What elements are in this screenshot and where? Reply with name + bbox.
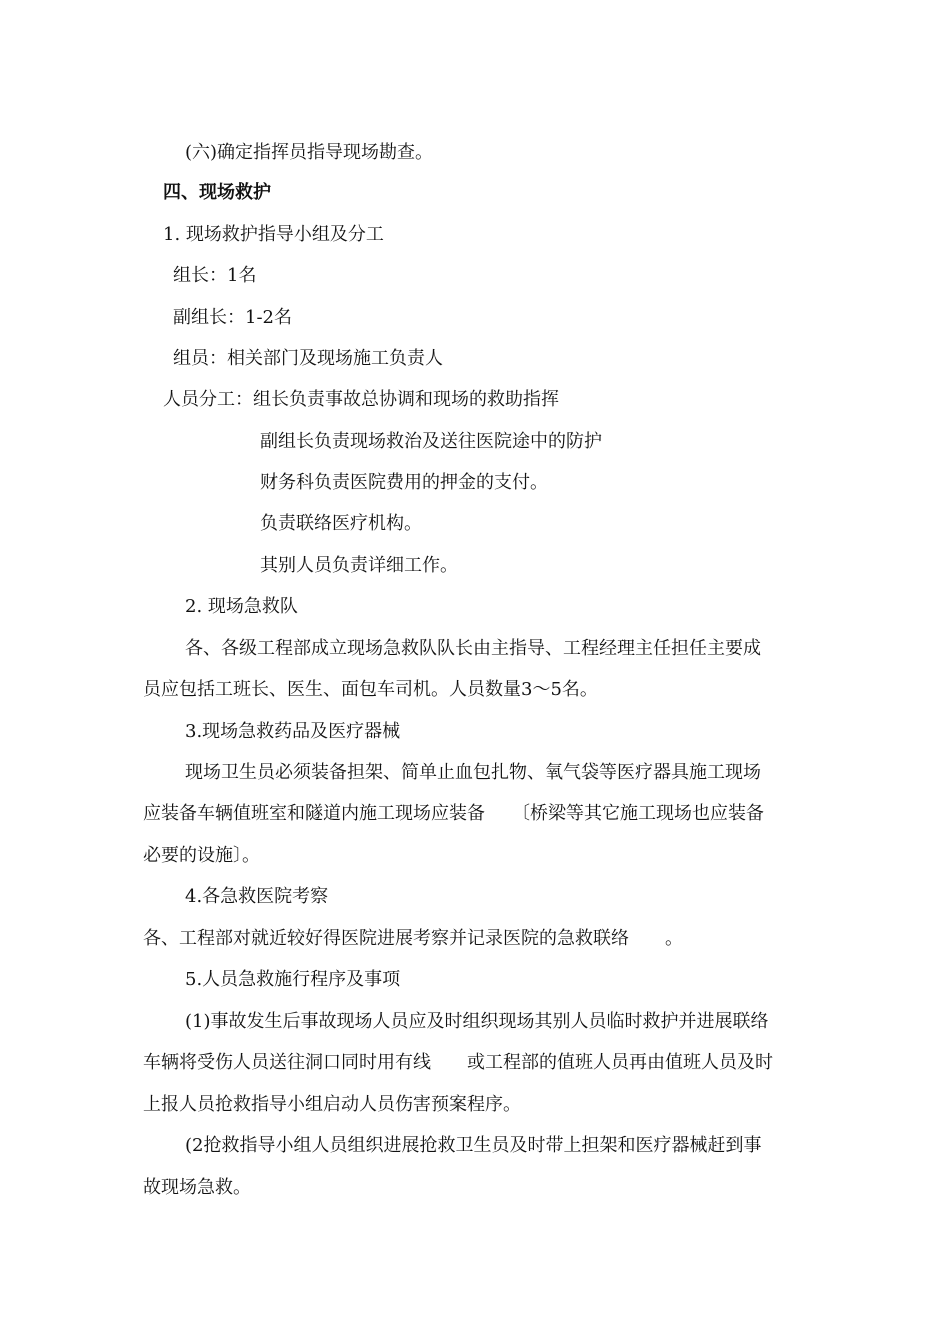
item-heading: 3.现场急救药品及医疗器械	[185, 721, 401, 742]
text-line: 必要的设施〕。	[143, 845, 260, 866]
text-line: 副组长：1-2名	[173, 307, 292, 328]
text-line: 负责联络医疗机构。	[260, 513, 422, 534]
text-line: (六)确定指挥员指导现场勘查。	[185, 142, 434, 163]
text-line: (2抢救指导小组人员组织进展抢救卫生员及时带上担架和医疗器械赶到事	[185, 1135, 762, 1156]
text-line: 财务科负责医院费用的押金的支付。	[260, 472, 548, 493]
text-line: 故现场急救。	[143, 1177, 251, 1198]
text-line: 人员分工：组长负责事故总协调和现场的救助指挥	[163, 389, 559, 410]
text-line: 组长：1名	[173, 265, 257, 286]
text-line: 组员：相关部门及现场施工负责人	[173, 348, 443, 369]
text-line: 应装备车辆值班室和隧道内施工现场应装备 〔桥梁等其它施工现场也应装备	[143, 803, 764, 824]
item-heading: 2. 现场急救队	[185, 596, 298, 617]
text-line: 上报人员抢救指导小组启动人员伤害预案程序。	[143, 1094, 521, 1115]
text-line: 车辆将受伤人员送往洞口同时用有线 或工程部的值班人员再由值班人员及时	[143, 1052, 773, 1073]
text-line: 副组长负责现场救治及送往医院途中的防护	[260, 431, 602, 452]
item-heading: 1. 现场救护指导小组及分工	[163, 224, 384, 245]
text-line: (1)事故发生后事故现场人员应及时组织现场其别人员临时救护并进展联络	[185, 1011, 769, 1032]
text-line: 各、各级工程部成立现场急救队队长由主指导、工程经理主任担任主要成	[185, 638, 761, 659]
text-line: 各、工程部对就近较好得医院进展考察并记录医院的急救联络 。	[143, 928, 683, 949]
item-heading: 4.各急救医院考察	[185, 886, 329, 907]
text-line: 员应包括工班长、医生、面包车司机。人员数量3～5名。	[143, 679, 598, 700]
text-line: 其别人员负责详细工作。	[260, 555, 458, 576]
text-line: 现场卫生员必须装备担架、简单止血包扎物、氧气袋等医疗器具施工现场	[185, 762, 761, 783]
item-heading: 5.人员急救施行程序及事项	[185, 969, 401, 990]
section-heading: 四、现场救护	[163, 182, 271, 203]
